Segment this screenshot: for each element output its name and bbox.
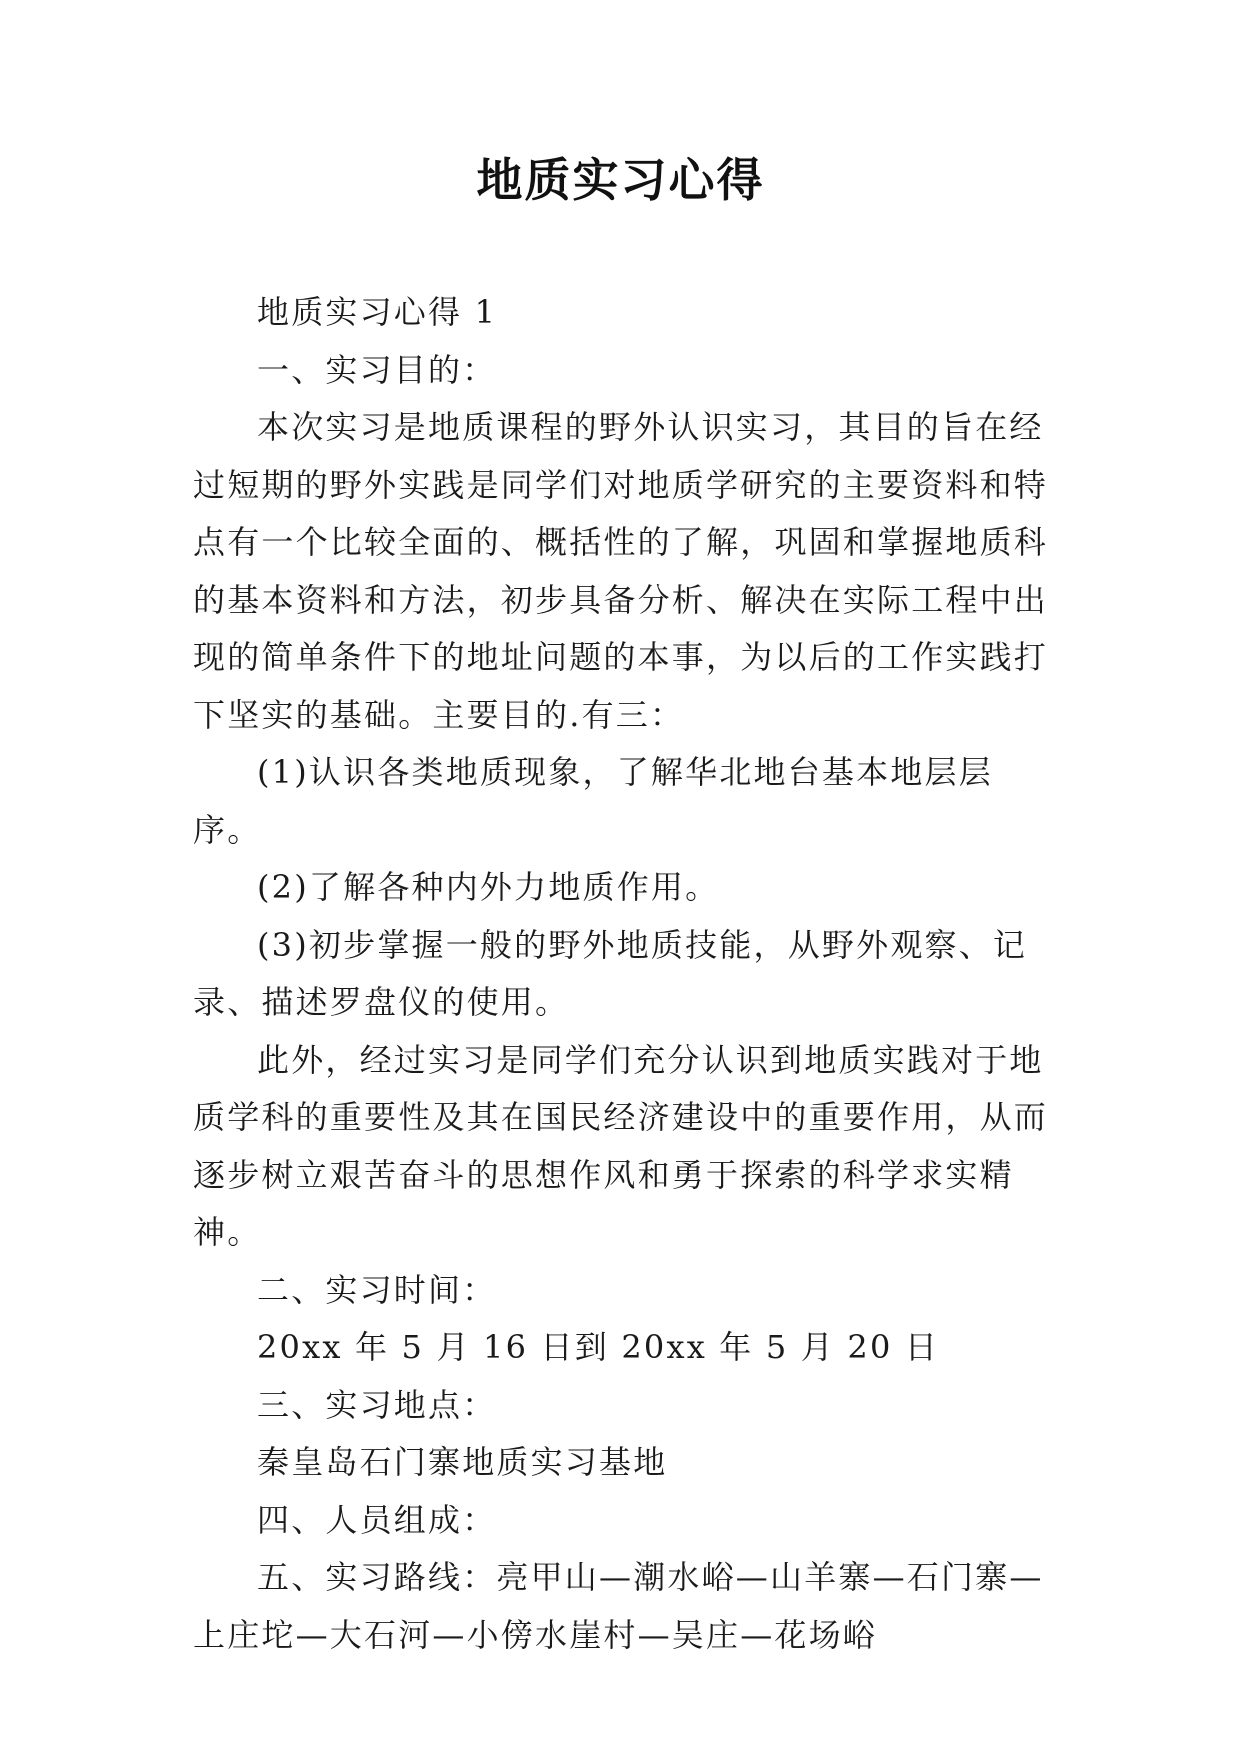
document-title: 地质实习心得: [476, 153, 765, 207]
subsection-heading: 三、实习地点：: [257, 1385, 497, 1424]
subsection-heading: 四、人员组成：: [257, 1500, 497, 1539]
subsection-heading: 一、实习目的：: [257, 350, 497, 389]
body-paragraph: 五、实习路线：亮甲山—潮水峪—山羊寨—石门寨—上庄坨—大石河—小傍水崖村—吴庄—花场峪: [193, 1558, 1044, 1654]
subsection-heading: 二、实习时间：: [257, 1270, 497, 1309]
document-body: [193, 284, 1053, 1664]
body-paragraph: 本次实习是地质课程的野外认识实习，其目的旨在经过短期的野外实践是同学们对地质学研究的主要资料和特点有一个比较全面的、概括性的了解，巩固和掌握地质科的基本资料和方法，初步具备分析、解决在实际工程中出现的简单条件下的地址问题的本事，为以后的工作实践打下坚实的基础。主要目的.有三：: [193, 408, 1049, 734]
body-paragraph: 秦皇岛石门寨地质实习基地: [257, 1443, 668, 1481]
body-paragraph: 20xx 年 5 月 16 日到 20xx 年 5 月 20 日: [257, 1328, 940, 1366]
body-paragraph: 此外，经过实习是同学们充分认识到地质实践对于地质学科的重要性及其在国民经济建设中的重要作用，从而逐步树立艰苦奋斗的思想作风和勇于探索的科学求实精神。: [193, 1040, 1049, 1251]
list-item: (2)了解各种内外力地质作用。: [257, 868, 720, 906]
list-item: (1)认识各类地质现象，了解华北地台基本地层层序。: [193, 753, 993, 849]
section-heading: 地质实习心得 1: [257, 293, 498, 331]
list-item: (3)初步掌握一般的野外地质技能，从野外观察、记录、描述罗盘仪的使用。: [193, 925, 1028, 1021]
